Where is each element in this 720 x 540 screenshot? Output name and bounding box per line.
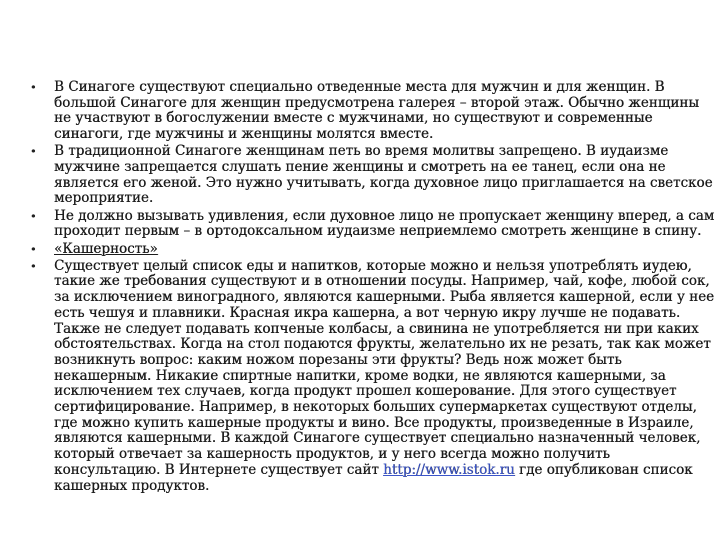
bullet-item-synagogue-seating [30,80,720,143]
istok-site-link[interactable]: http://www.istok.ru [383,461,515,478]
bullet-item-women-singing [30,144,720,207]
bullet-text: Существует целый список еды и напитков, которые можно и нельзя употреблять иудею, такие же требования существуют и в отношении посуды. Например, чай, кофе, любой сок, за исключением виноградного, являются кашерными. Рыба является кашерной, если у нее есть чешуя и плавники. Красная икра кашерна, а вот черную икру лучше не подавать. Также не следует подавать копченые колбасы, а свинина не употребляется ни при каких обстоятельствах. Когда на стол подаются фрукты, желательно их не резать, так как может возникнуть вопрос: каким ножом порезаны эти фрукты? Ведь нож может быть некашерным. Никакие спиртные напитки, кроме водки, не являются кашерными, за исключением тех случаев, когда продукт прошел кошерование. Для этого существует сертифицирование. Например, в некоторых больших супермаркетах существуют отделы, где можно купить кашерные продукты и вино. Все продукты, произведенные в Израиле, являются кашерными. В каждой Синагоге существует специально назначенный человек, который отвечает за кашерность продуктов, и у него всегда можно получить консультацию. В Интернете существует сайт [54,257,715,478]
bullet-text: В традиционной Синагоге женщинам петь во время молитвы запрещено. В иудаизме мужчине запрещается слушать пение женщины и смотреть на ее танец, если она не является его женой. Это нужно учитывать, когда духовное лицо приглашается на светское мероприятие. [54,143,713,207]
bullet-item-walking-order [30,209,720,240]
kashrut-heading: «Кашерность» [54,240,158,257]
bullet-list [30,80,720,496]
bullet-item-kashrut-heading [30,242,720,258]
bullet-text-tail: где опубликован список кашерных продуктов. [54,461,693,494]
bullet-text: В Синагоге существуют специально отведенные места для мужчин и для женщин. В большой Синагоге для женщин предусмотрена галерея – второй этаж. Обычно женщины не участвуют в богослужении вместе с мужчинами, но существуют и современные синагоги, где мужчины и женщины молятся вместе. [54,79,700,143]
bullet-text: Не должно вызывать удивления, если духовное лицо не пропускает женщину вперед, а сам проходит первым – в ортодоксальном иудаизме неприемлемо смотреть женщине в спину. [54,207,715,240]
bullet-item-kashrut-details [30,259,720,495]
